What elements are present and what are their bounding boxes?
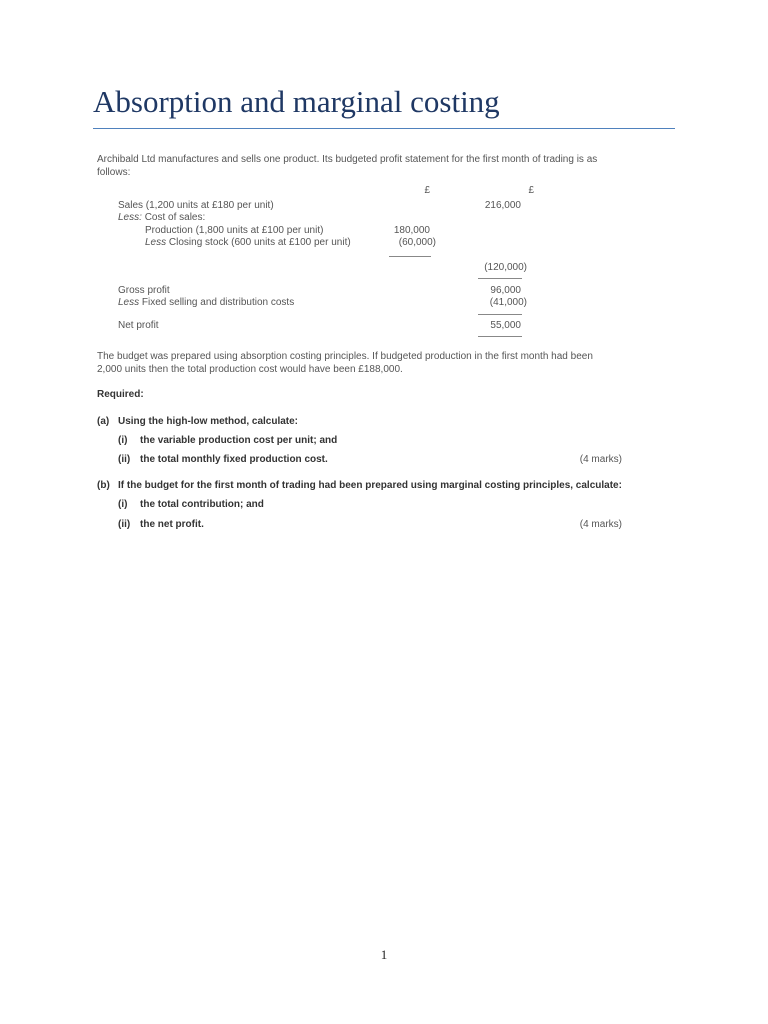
sales-label: Sales (1,200 units at £180 per unit)	[118, 200, 274, 211]
net-profit-top-rule	[478, 314, 522, 315]
page-title: Absorption and marginal costing	[93, 84, 500, 119]
fixed-costs-label: Fixed selling and distribution costs	[141, 297, 295, 308]
part-b-ii-text: the net profit.	[140, 519, 204, 530]
net-profit-value: 55,000	[490, 320, 521, 331]
closing-stock-value: (60,000)	[398, 237, 436, 248]
less-cost-of-sales	[118, 211, 205, 225]
closing-stock-line	[145, 236, 351, 250]
part-a-label: (a)	[97, 416, 110, 427]
budget-line-1: The budget was prepared using absorption costing principles. If budgeted production in the first month had been	[97, 351, 593, 362]
part-b-marks: (4 marks)	[579, 519, 622, 530]
budget-line-2: 2,000 units then the total production cost would have been £188,000.	[97, 364, 403, 375]
gross-profit-label: Gross profit	[118, 285, 170, 296]
col2-currency-header: £	[528, 185, 534, 196]
part-b-i-label: (i)	[118, 499, 128, 510]
cost-of-sales-total: (120,000)	[484, 262, 527, 273]
part-b-i-text: the total contribution; and	[140, 499, 264, 510]
intro-line-2: follows:	[97, 167, 131, 178]
page-number: 1	[380, 947, 388, 962]
production-label: Production (1,800 units at £100 per unit)	[145, 225, 324, 236]
sales-value: 216,000	[484, 200, 521, 211]
part-a-marks: (4 marks)	[579, 454, 622, 465]
part-a-text: Using the high-low method, calculate:	[118, 416, 299, 427]
net-profit-underline	[478, 336, 522, 337]
gross-profit-value: 96,000	[490, 285, 521, 296]
fixed-less-prefix: Less	[118, 297, 140, 308]
required-heading: Required:	[97, 389, 144, 400]
part-a-ii-text: the total monthly fixed production cost.	[140, 454, 328, 465]
part-a-i-label: (i)	[118, 435, 128, 446]
subtotal-rule	[389, 256, 431, 257]
cost-total-rule	[478, 278, 522, 279]
fixed-costs-line	[118, 296, 294, 310]
net-profit-label: Net profit	[118, 320, 159, 331]
closing-less-prefix: Less	[145, 237, 167, 248]
fixed-costs-value: (41,000)	[489, 297, 527, 308]
less-prefix: Less:	[118, 212, 142, 223]
part-a-ii-label: (ii)	[118, 454, 131, 465]
cost-of-sales-label: Cost of sales:	[144, 212, 206, 223]
part-b-text: If the budget for the first month of trading had been prepared using marginal costing principles, calculate:	[118, 480, 622, 491]
part-a-i-text: the variable production cost per unit; and	[140, 435, 338, 446]
part-b-ii-label: (ii)	[118, 519, 131, 530]
production-value: 180,000	[393, 225, 430, 236]
col1-currency-header: £	[424, 185, 430, 196]
closing-stock-label: Closing stock (600 units at £100 per unit)	[168, 237, 351, 248]
title-underline	[93, 128, 675, 129]
intro-line-1: Archibald Ltd manufactures and sells one product. Its budgeted profit statement for the first month of trading is as	[97, 154, 598, 165]
part-b-label: (b)	[97, 480, 110, 491]
